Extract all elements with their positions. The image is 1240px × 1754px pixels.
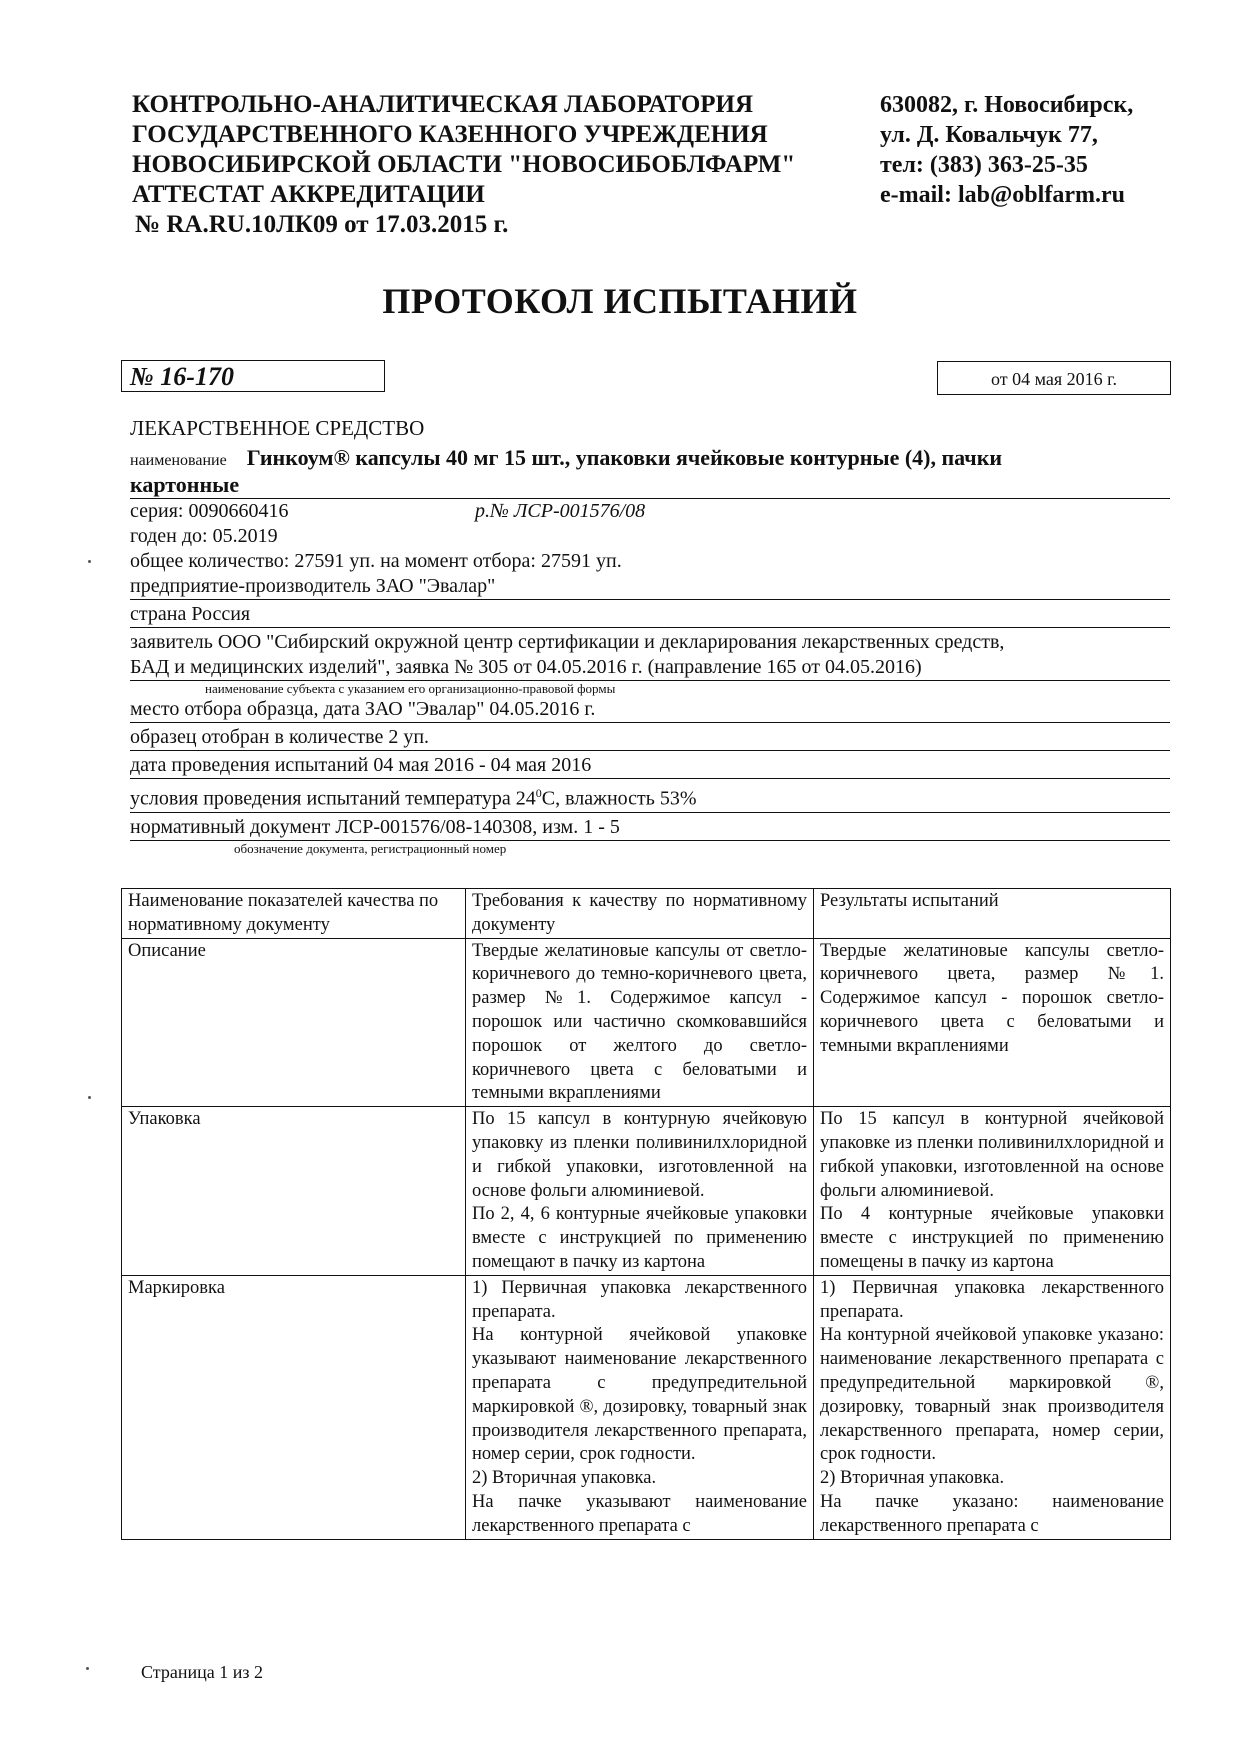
country-row: страна Россия [130,602,1170,628]
lab-header [132,90,812,240]
indicator-name: Маркировка [122,1275,466,1539]
result-text: На пачке указано: наименование лекарственного препарата с [820,1491,1164,1536]
name-label: наименование [130,452,227,469]
sample-qty-row: образец отобран в количестве 2 уп. [130,725,1170,751]
result-text: Твердые желатиновые капсулы светло-коричневого цвета, размер №1. Содержимое капсул - порошок светло-коричневого цвета с беловатыми и темными вкраплениями [820,940,1164,1056]
section-heading: ЛЕКАРСТВЕННОЕ СРЕДСТВО [130,416,425,440]
lab-name-line: НОВОСИБИРСКОЙ ОБЛАСТИ "НОВОСИБОБЛФАРМ" [132,151,796,178]
requirement-text: Твердые желатиновые капсулы от светло-коричневого до темно-коричневого цвета, размер №1. Содержимое капсул - порошок или частично скомковавшийся порошок от желтого до светло-коричневого цвета с беловатыми и темными вкраплениями [472,940,807,1104]
lab-name-line: КОНТРОЛЬНО-АНАЛИТИЧЕСКАЯ ЛАБОРАТОРИЯ [132,91,754,118]
quantity-row: общее количество: 27591 уп. на момент отбора: 27591 уп. [130,550,622,572]
requirement-cell [466,1275,814,1539]
reg-number: р.№ ЛСР-001576/08 [475,500,646,522]
requirement-cell [466,938,814,1107]
manufacturer-row: предприятие-производитель ЗАО "Эвалар" [130,574,1170,600]
conditions-sup: 0 [535,786,542,800]
result-text: По 15 капсул в контурной ячейковой упаковке из пленки поливинилхлоридной и гибкой упаковки, изготовленной на основе фольги алюминиевой. [820,1109,1164,1201]
scan-speck [88,560,91,563]
requirement-text: На контурной ячейковой упаковке указывают наименование лекарственного препарата с предупредительной маркировкой ®, дозировку, товарный знак производителя лекарственного препарата, номер серии, срок годности. [472,1325,807,1465]
table-row [122,1107,1171,1276]
header-requirements: Требования к качеству по нормативному документу [466,889,814,939]
table-row [122,938,1171,1107]
drug-info-form [130,416,1170,857]
result-text: По 4 контурные ячейковые упаковки вместе с инструкцией по применению помещены в пачку из картона [820,1204,1164,1272]
drug-name-cont-row [130,473,1170,499]
page-number: Страница 1 из 2 [141,1662,263,1682]
email-line: e-mail: lab@oblfarm.ru [880,182,1125,208]
lab-address [880,90,1200,210]
table-row [122,1275,1171,1539]
conditions-prefix: условия проведения испытаний температура 24 [130,787,536,810]
requirement-text: По 2, 4, 6 контурные ячейковые упаковки вместе с инструкцией по применению помещают в пачку из картона [472,1204,807,1272]
requirement-text: 1) Первичная упаковка лекарственного препарата. [472,1277,807,1322]
conditions-row [130,781,1170,813]
expiry-row: годен до: 05.2019 [130,525,278,547]
document-title: ПРОТОКОЛ ИСПЫТАНИЙ [382,281,858,321]
result-text: 2) Вторичная упаковка. [820,1468,1005,1489]
address-line: ул. Д. Ковальчук 77, [880,122,1098,148]
series-value: серия: 0090660416 [130,500,289,522]
drug-name-cont: картонные [130,472,240,497]
requirement-text: На пачке указывают наименование лекарственного препарата с [472,1491,807,1536]
protocol-date-box: от 04 мая 2016 г. [937,361,1171,395]
scan-speck [88,1096,91,1099]
result-cell [814,1107,1171,1276]
norm-doc-row: нормативный документ ЛСР-001576/08-140308, изм. 1 - 5 [130,815,1170,841]
sampling-row: место отбора образца, дата ЗАО "Эвалар" 04.05.2016 г. [130,697,1170,723]
accreditation-title: АТТЕСТАТ АККРЕДИТАЦИИ [132,181,485,208]
conditions-suffix: С, влажность 53% [541,787,697,810]
indicator-name: Упаковка [122,1107,466,1276]
drug-name: Гинкоум® капсулы 40 мг 15 шт., упаковки ячейковые контурные (4), пачки [246,445,1003,470]
requirement-text: 2) Вторичная упаковка. [472,1468,657,1489]
result-cell [814,938,1171,1107]
applicant-caption: наименование субъекта с указанием его организационно-правовой формы [205,681,616,696]
norm-doc-caption: обозначение документа, регистрационный номер [234,840,507,856]
requirement-cell [466,1107,814,1276]
applicant-row: заявитель ООО "Сибирский окружной центр сертификации и декларирования лекарственных средств, [130,631,1005,653]
result-text: 1) Первичная упаковка лекарственного препарата. [820,1277,1164,1322]
series-row [130,499,1170,524]
accreditation-number: № RA.RU.10ЛК09 от 17.03.2015 г. [135,211,509,238]
quality-table [121,888,1171,1540]
protocol-number-box: № 16-170 [121,360,385,392]
drug-name-row [130,445,1170,473]
result-cell [814,1275,1171,1539]
lab-name-line: ГОСУДАРСТВЕННОГО КАЗЕННОГО УЧРЕЖДЕНИЯ [132,121,768,148]
header-results: Результаты испытаний [814,889,1171,939]
phone-line: тел: (383) 363-25-35 [880,152,1088,178]
header-indicator: Наименование показателей качества по нормативному документу [122,889,466,939]
indicator-name: Описание [122,938,466,1107]
result-text: На контурной ячейковой упаковке указано: наименование лекарственного препарата с предупредительной маркировкой ®, дозировку, товарный знак производителя лекарственного препарата, номер серии, срок годности. [820,1325,1164,1465]
table-header-row [122,889,1171,939]
requirement-text: По 15 капсул в контурную ячейковую упаковку из пленки поливинилхлоридной и гибкой упаковки, изготовленной на основе фольги алюминиевой. [472,1109,807,1201]
applicant-row-cont: БАД и медицинских изделий", заявка № 305 от 04.05.2016 г. (направление 165 от 04.05.2016) [130,655,1170,681]
address-line: 630082, г. Новосибирск, [880,92,1134,118]
test-dates-row: дата проведения испытаний 04 мая 2016 - 04 мая 2016 [130,753,1170,779]
scan-speck [86,1667,89,1670]
